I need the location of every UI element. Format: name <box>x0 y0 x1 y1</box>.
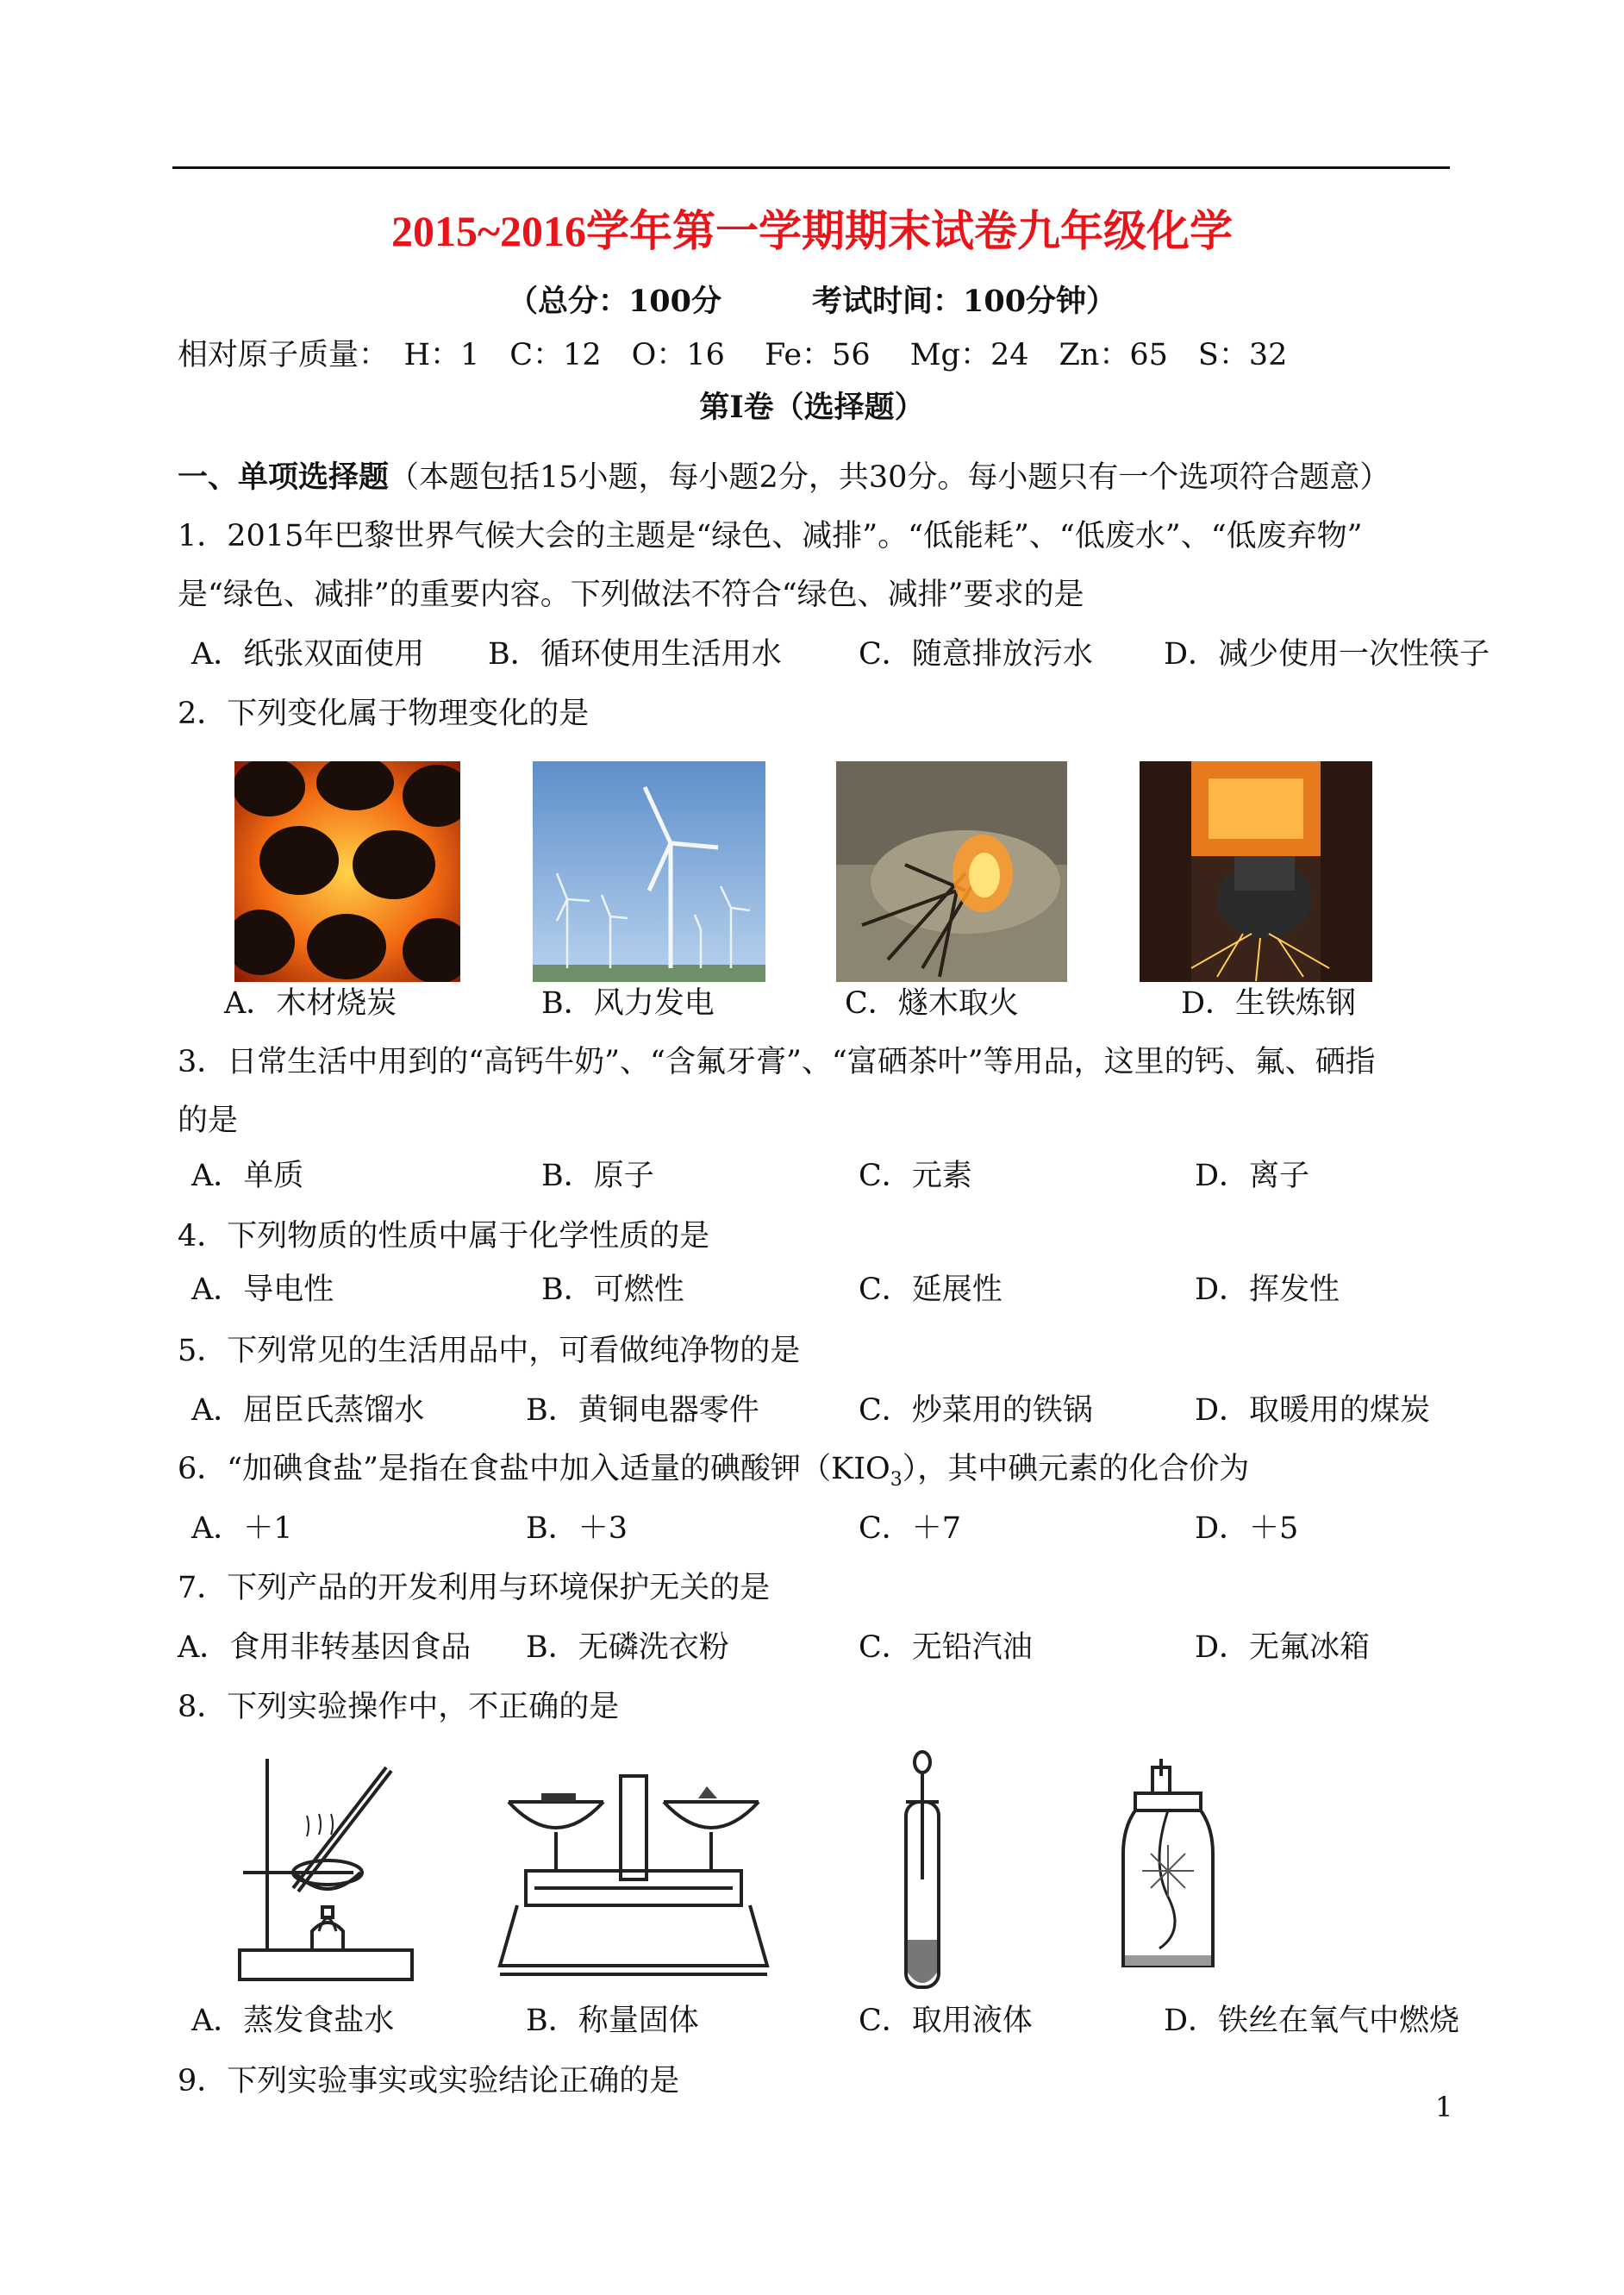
q8-stem: 8．下列实验操作中，不正确的是 <box>178 1690 620 1724</box>
q4-option-c[interactable]: C．延展性 <box>859 1273 1003 1307</box>
q3-option-a[interactable]: A．单质 <box>191 1159 304 1193</box>
q1-option-d[interactable]: D．减少使用一次性筷子 <box>1164 637 1490 672</box>
q7-option-d[interactable]: D．无氟冰箱 <box>1195 1630 1371 1665</box>
q5-options <box>178 1391 1522 1429</box>
q1-stem-line-1: 1．2015年巴黎世界气候大会的主题是“绿色、减排”。“低能耗”、“低废水”、“低废弃物” <box>178 519 1363 553</box>
q4-option-b[interactable]: B．可燃性 <box>541 1273 684 1307</box>
q8-option-b[interactable]: B．称量固体 <box>526 2004 699 2038</box>
q5-option-c[interactable]: C．炒菜用的铁锅 <box>859 1393 1093 1428</box>
header-rule <box>172 166 1450 169</box>
q2-options <box>178 985 1522 1022</box>
q8-option-d[interactable]: D．铁丝在氧气中燃烧 <box>1164 2004 1460 2038</box>
q3-stem-line-2: 的是 <box>178 1104 239 1138</box>
q8-option-a[interactable]: A．蒸发食盐水 <box>191 2004 395 2038</box>
q1-options <box>178 635 1522 673</box>
diagram-iron-wire-burning <box>1116 1759 1228 1983</box>
section-note: （本题包括15小题，每小题2分，共30分。每小题只有一个选项符合题意） <box>389 460 1390 495</box>
q7-option-b[interactable]: B．无磷洗衣粉 <box>526 1630 729 1665</box>
q3-option-c[interactable]: C．元素 <box>859 1159 972 1193</box>
q6-option-b[interactable]: B．＋3 <box>526 1511 628 1546</box>
q2-option-c[interactable]: C．燧木取火 <box>845 986 1019 1021</box>
q6-options <box>178 1510 1522 1548</box>
q1-option-b[interactable]: B．循环使用生活用水 <box>488 637 782 672</box>
q7-stem: 7．下列产品的开发利用与环境保护无关的是 <box>178 1571 771 1605</box>
q4-options <box>178 1271 1522 1309</box>
q2-stem: 2．下列变化属于物理变化的是 <box>178 697 590 731</box>
q7-options <box>178 1629 1522 1667</box>
diagram-balance <box>491 1767 776 1983</box>
q6-stem <box>178 1450 1249 1499</box>
q3-option-b[interactable]: B．原子 <box>541 1159 654 1193</box>
page-number: 1 <box>1435 2091 1453 2123</box>
section-label: 一、单项选择题 <box>178 460 390 495</box>
image-steelmaking <box>1140 761 1372 982</box>
q6-option-d[interactable]: D．＋5 <box>1195 1511 1299 1546</box>
diagram-evaporation <box>233 1750 422 1992</box>
image-wind-turbines <box>533 761 765 982</box>
q3-options <box>178 1157 1522 1195</box>
q6-stem-suffix: ），其中碘元素的化合价为 <box>902 1452 1250 1486</box>
q4-stem: 4．下列物质的性质中属于化学性质的是 <box>178 1219 710 1254</box>
q5-option-d[interactable]: D．取暖用的煤炭 <box>1195 1393 1431 1428</box>
q6-stem-subscript: 3 <box>890 1469 903 1491</box>
image-fire-making <box>836 761 1067 982</box>
q8-option-c[interactable]: C．取用液体 <box>859 2004 1033 2038</box>
q6-stem-prefix: 6．“加碘食盐”是指在食盐中加入适量的碘酸钾（KIO <box>178 1452 890 1486</box>
q9-stem: 9．下列实验事实或实验结论正确的是 <box>178 2064 680 2098</box>
q4-option-d[interactable]: D．挥发性 <box>1195 1273 1340 1307</box>
q3-option-d[interactable]: D．离子 <box>1195 1159 1310 1193</box>
q2-option-a[interactable]: A．木材烧炭 <box>224 986 397 1021</box>
exam-meta: （总分：100分 考试时间：100分钟） <box>507 284 1117 319</box>
exam-title: 2015~2016学年第一学期期末试卷九年级化学 <box>390 207 1233 255</box>
q5-option-b[interactable]: B．黄铜电器零件 <box>526 1393 759 1428</box>
image-charcoal-burning <box>234 761 460 982</box>
q6-option-a[interactable]: A．＋1 <box>191 1511 293 1546</box>
volume-title: 第Ⅰ卷（选择题） <box>699 390 925 425</box>
q2-option-b[interactable]: B．风力发电 <box>541 986 715 1021</box>
q6-option-c[interactable]: C．＋7 <box>859 1511 962 1546</box>
q1-option-c[interactable]: C．随意排放污水 <box>859 637 1093 672</box>
q1-option-a[interactable]: A．纸张双面使用 <box>191 637 425 672</box>
q5-stem: 5．下列常见的生活用品中，可看做纯净物的是 <box>178 1334 801 1368</box>
q2-option-d[interactable]: D．生铁炼钢 <box>1181 986 1357 1021</box>
diagram-dropper-test-tube <box>892 1750 953 1996</box>
q3-stem-line-1: 3．日常生活中用到的“高钙牛奶”、“含氟牙膏”、“富硒茶叶”等用品，这里的钙、氟、硒指 <box>178 1045 1376 1079</box>
q5-option-a[interactable]: A．屈臣氏蒸馏水 <box>191 1393 425 1428</box>
section-heading <box>178 459 1390 497</box>
atomic-masses: 相对原子质量： H：1 C：12 O：16 Fe：56 Mg：24 Zn：65 S：32 <box>178 338 1288 372</box>
q8-options <box>178 2002 1522 2040</box>
q4-option-a[interactable]: A．导电性 <box>191 1273 334 1307</box>
q7-option-c[interactable]: C．无铅汽油 <box>859 1630 1033 1665</box>
q1-stem-line-2: 是“绿色、减排”的重要内容。下列做法不符合“绿色、减排”要求的是 <box>178 578 1084 612</box>
q7-option-a[interactable]: A．食用非转基因食品 <box>178 1630 472 1665</box>
